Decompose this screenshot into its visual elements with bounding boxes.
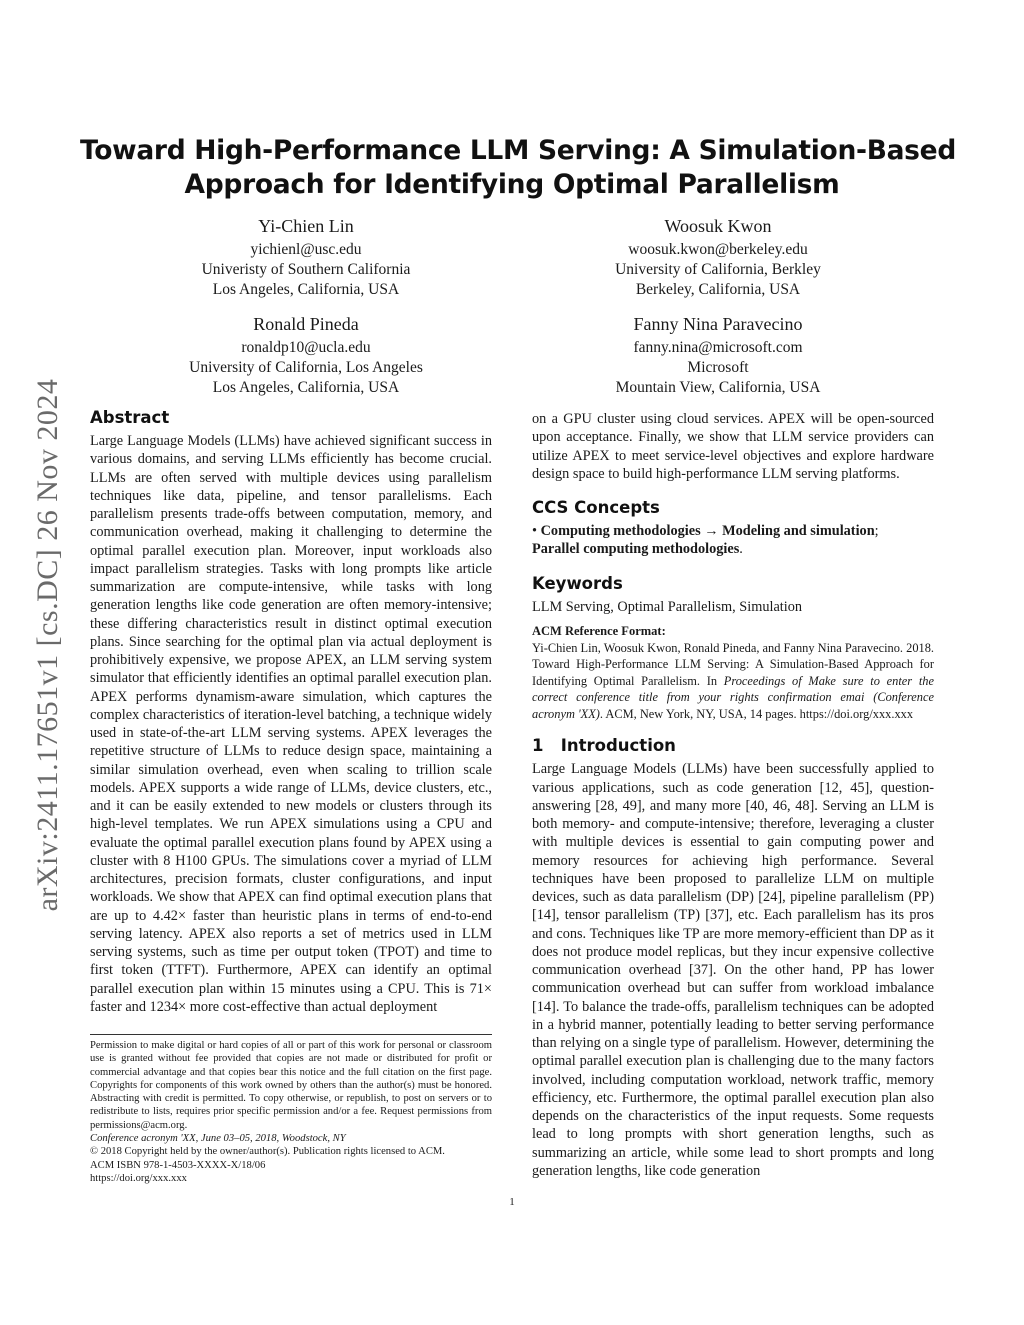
author-affiliation: Univeristy of Southern California	[201, 261, 411, 278]
author-affiliation: University of California, Berkley	[615, 261, 821, 278]
copyright-footnote	[90, 1039, 492, 1185]
author-location: Los Angeles, California, USA	[212, 379, 400, 396]
abstract-body: Large Language Models (LLMs) have achieved significant success in various domains, and serving LLMs efficiently has become crucial. LLMs are often served with multiple devices using parallelism techniques like data, pipeline, and tensor parallelisms. Each parallelism presents trade-offs between computation, memory, and communication overhead, making it challenging to determine the optimal parallel execution plan. Moreover, input workloads also impact parallelism strategies. Tasks with long prompts like article summarization are compute-intensive, while tasks with long generation lengths like code generation are often memory-intensive; these differing characteristics result in distinct optimal execution plans. Since searching for the optimal plan via actual deployment is prohibitively expensive, we propose APEX, an LLM serving system simulator that efficiently identifies an optimal parallel execution plan. APEX performs dynamism-aware simulation, which captures the complex characteristics of iteration-level batching, a technique widely used in state-of-the-art LLM serving systems. APEX leverages the repetitive structure of LLMs to reduce design space, maintaining a similar simulation overhead, even when scaling to trillion scale models. APEX supports a wide range of LLMs, device clusters, etc., and it can be easily extended to new models or clusters through its high-level templates. We run APEX simulations using a CPU and evaluate the optimal parallel execution plans found by APEX using a cluster with 8 H100 GPUs. The simulations cover a myriad of LLM architectures, precision formats, cluster configurations, and input workloads. We show that APEX can find optimal execution plans that are up to 4.42× faster than heuristic plans in terms of end-to-end serving latency. APEX also reports a set of metrics used in LLM serving systems, such as time per output token (TPOT) and time to first token (TTFT). Furthermore, APEX can identify an optimal parallel execution plan within 15 minutes using a CPU. This is 71× faster and 1234× more cost-effective than actual deployment	[90, 433, 492, 1015]
ccs-heading: CCS Concepts	[532, 498, 660, 517]
author-email: woosuk.kwon@berkeley.edu	[628, 241, 808, 258]
author-name: Woosuk Kwon	[664, 216, 772, 236]
author-email: yichienl@usc.edu	[250, 241, 362, 258]
acm-reference-body: Yi-Chien Lin, Woosuk Kwon, Ronald Pineda, and Fanny Nina Paravecino. 2018. Toward High-Performance LLM Serving: A Simulation-Based Approach for Identifying Optimal Parallelism. In Proceedings of Make sure to enter the correct conference title from your rights confirmation emai (Conference acronym 'XX). ACM, New York, NY, USA, 14 pages. https://doi.org/xxx.xxx	[532, 640, 934, 721]
abstract-section	[90, 408, 492, 1016]
arxiv-sidebar-stamp	[18, 350, 78, 950]
author-block-1	[156, 214, 456, 300]
author-affiliation: University of California, Los Angeles	[189, 359, 423, 376]
title-line-1: Toward High-Performance LLM Serving: A Simulation-Based	[80, 135, 956, 166]
author-block-3	[156, 312, 456, 398]
author-block-4	[568, 312, 868, 398]
author-email: ronaldp10@ucla.edu	[241, 339, 371, 356]
footnote-rule	[90, 1034, 492, 1035]
right-column	[532, 410, 934, 1180]
title-line-2: Approach for Identifying Optimal Parallelism	[184, 169, 840, 200]
author-name: Fanny Nina Paravecino	[633, 314, 803, 334]
conference-line: Conference acronym 'XX, June 03–05, 2018, Woodstock, NY	[90, 1133, 346, 1145]
keywords-list: LLM Serving, Optimal Parallelism, Simulation	[532, 598, 803, 615]
author-location: Berkeley, California, USA	[635, 281, 801, 298]
author-email: fanny.nina@microsoft.com	[633, 339, 803, 356]
ccs-concepts: • Computing methodologies → Modeling and simulation; Parallel computing methodologies.	[532, 523, 879, 558]
introduction-heading: 1 Introduction	[532, 736, 676, 756]
introduction-body: Large Language Models (LLMs) have been successfully applied to various applications, such as code generation [12, 45], question-answering [28, 49], and many more [40, 46, 48]. Serving an LLM is both memory- and compute-intensive; therefore, leveraging a cluster with multiple devices is essential to gain computing power and memory resources for achieving high performance. Several techniques have been proposed to parallelize LLM on multiple devices, such as data parallelism (DP) [24], pipeline parallelism (PP) [14], tensor parallelism (TP) [37], etc. Each parallelism has its pros and cons. Techniques like TP are more memory-efficient than DP as it does not produce model replicas, but they incur expensive collective communication overhead [37]. On the other hand, PP has lower communication overhead but can suffer from workload imbalance [14]. To balance the trade-offs, parallelism techniques can be adopted in a hybrid manner, potentially leading to better serving performance than relying on a single type of parallelism. However, determining the optimal parallel execution plan is challenging due to the many factors involved, including computation workload, network traffic, memory efficiency, etc. Furthermore, the optimal parallel execution plan also depends on the characteristics of the input requests. Some requests lead to long prompts with short generation lengths, such as summarizing an article, while some lead to short prompts and long generation lengths, like code generation	[532, 761, 934, 1179]
abstract-heading: Abstract	[90, 408, 170, 427]
doi-line: https://doi.org/xxx.xxx	[90, 1172, 187, 1184]
author-location: Los Angeles, California, USA	[212, 281, 400, 298]
paper-title	[80, 134, 956, 202]
arxiv-id: arXiv:2411.17651v1 [cs.DC] 26 Nov 2024	[31, 378, 64, 912]
author-name: Yi-Chien Lin	[258, 216, 354, 236]
keywords-heading: Keywords	[532, 573, 623, 593]
isbn-line: ACM ISBN 978-1-4503-XXXX-X/18/06	[90, 1159, 266, 1171]
copyright-line: © 2018 Copyright held by the owner/author(s). Publication rights licensed to ACM.	[90, 1146, 445, 1158]
author-block-2	[568, 214, 868, 300]
author-affiliation: Microsoft	[687, 359, 749, 376]
author-location: Mountain View, California, USA	[615, 379, 821, 396]
acm-reference-heading: ACM Reference Format:	[532, 623, 666, 638]
author-name: Ronald Pineda	[253, 314, 359, 334]
abstract-continuation: on a GPU cluster using cloud services. APEX will be open-sourced upon acceptance. Finally, we show that LLM service providers can utilize APEX to meet service-level objectives and explore hardware design space to build high-performance LLM serving platforms.	[532, 411, 934, 482]
page-number: 1	[509, 1196, 515, 1208]
permission-notice: Permission to make digital or hard copies of all or part of this work for personal or classroom use is granted without fee provided that copies are not made or distributed for profit or commercial advantage and that copies bear this notice and the full citation on the first page. Copyrights for components of this work owned by others than the author(s) must be honored. Abstracting with credit is permitted. To copy otherwise, or republish, to post on servers or to redistribute to lists, requires prior specific permission and/or a fee. Request permissions from permissions@acm.org.	[90, 1040, 492, 1131]
